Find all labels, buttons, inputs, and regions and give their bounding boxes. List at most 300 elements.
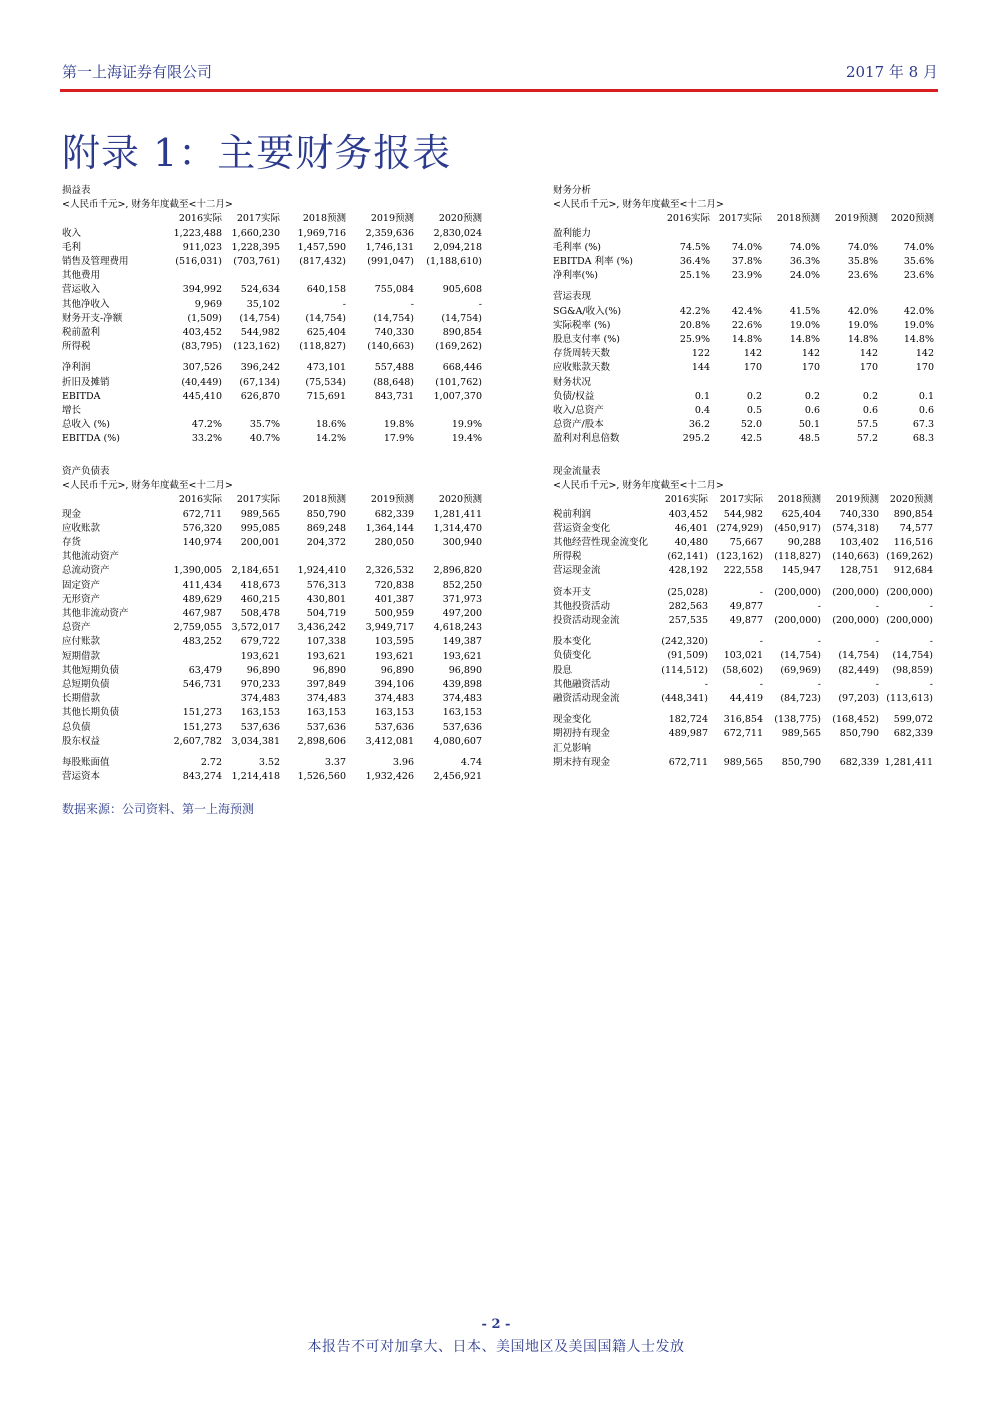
row-label: 资本开支 <box>553 586 592 598</box>
value-cell: 850,790 <box>306 508 346 520</box>
header-date: 2017 年 8 月 <box>845 63 938 81</box>
row-label: SG&A/收入(%) <box>553 305 622 317</box>
row-label: 销售及管理费用 <box>62 255 129 267</box>
table-row <box>62 361 482 375</box>
value-cell: 36.4% <box>679 255 710 267</box>
value-cell: 74.0% <box>789 241 820 253</box>
value-cell: 1,007,370 <box>433 390 482 402</box>
spacer-cell <box>62 749 482 756</box>
value-cell: 439,898 <box>442 679 482 691</box>
value-cell: 428,192 <box>668 565 708 577</box>
value-cell: (14,754) <box>239 312 280 324</box>
row-label: 营运资本 <box>62 771 101 783</box>
row-label: 税前盈利 <box>62 327 101 338</box>
value-cell <box>658 227 710 241</box>
value-cell: 852,250 <box>442 579 482 591</box>
table-row <box>62 678 482 692</box>
column-header: 2019预测 <box>834 213 878 225</box>
value-cell <box>762 376 820 390</box>
value-cell: 14.8% <box>731 334 762 345</box>
value-cell: 626,870 <box>240 390 280 402</box>
table-row <box>553 649 933 663</box>
value-cell: 576,313 <box>306 579 346 591</box>
value-cell: 42.5 <box>740 433 762 445</box>
row-label: 其他短期负债 <box>62 664 120 676</box>
row-label: 税前利润 <box>553 508 592 520</box>
value-cell: 35.6% <box>903 255 934 267</box>
table-row <box>553 390 934 404</box>
value-cell: - <box>929 636 933 648</box>
column-header: 2016实际 <box>666 213 710 225</box>
value-cell <box>821 742 879 756</box>
value-cell: (1,188,610) <box>426 255 482 267</box>
table-row <box>62 404 482 418</box>
value-cell: 430,801 <box>306 593 346 605</box>
value-cell <box>820 290 878 304</box>
value-cell: 142 <box>915 348 934 360</box>
row-label: 增长 <box>62 405 82 417</box>
value-cell: 890,854 <box>442 327 482 338</box>
value-cell <box>160 692 222 706</box>
row-label: 现金 <box>62 508 82 520</box>
value-cell: (123,162) <box>716 551 763 563</box>
value-cell: 397,849 <box>306 679 346 691</box>
table-row <box>553 376 934 390</box>
financial-analysis-table <box>553 184 934 447</box>
value-cell: 3.37 <box>324 757 346 769</box>
table-row <box>553 508 933 522</box>
value-cell: 163,153 <box>374 707 414 719</box>
value-cell: 1,660,230 <box>231 227 280 239</box>
header-blank-cell <box>553 212 658 226</box>
value-cell: 374,483 <box>374 693 414 705</box>
value-cell: - <box>342 298 346 310</box>
value-cell: 37.8% <box>731 255 762 267</box>
header-divider <box>60 89 938 92</box>
value-cell: 18.6% <box>315 419 346 431</box>
value-cell: 2,898,606 <box>297 735 346 747</box>
row-label: 总资产/股本 <box>553 419 604 431</box>
value-cell: 163,153 <box>442 707 482 719</box>
row-label: 每股账面值 <box>62 757 110 769</box>
value-cell: (14,754) <box>892 650 933 662</box>
table-row <box>553 227 934 241</box>
row-label: 无形资产 <box>62 593 101 605</box>
row-label: 期末持有现金 <box>553 756 611 768</box>
value-cell: (14,754) <box>305 312 346 324</box>
value-cell: 374,483 <box>306 693 346 705</box>
value-cell: 122 <box>691 348 710 360</box>
table-unit-note: <人民币千元>, 财务年度截至<十二月> <box>62 480 233 492</box>
row-label: 毛利率 (%) <box>553 241 601 253</box>
header-company: 第一上海证券有限公司 <box>62 63 213 81</box>
value-cell: - <box>759 586 763 598</box>
value-cell <box>346 550 414 564</box>
value-cell <box>710 376 762 390</box>
value-cell: 22.6% <box>731 319 762 331</box>
value-cell: 144 <box>691 362 710 374</box>
row-label: 其他融资活动 <box>553 678 611 690</box>
row-label: EBITDA (%) <box>62 433 120 445</box>
value-cell: 0.2 <box>804 390 820 402</box>
table-row <box>553 727 933 741</box>
value-cell: (123,162) <box>233 341 280 353</box>
spacer-row <box>553 579 933 586</box>
value-cell: (62,141) <box>667 551 708 563</box>
row-label: 总流动资产 <box>62 565 110 577</box>
value-cell: 44,419 <box>729 693 763 705</box>
table-row <box>553 586 933 600</box>
value-cell: 890,854 <box>893 508 933 520</box>
value-cell: (516,031) <box>175 255 222 267</box>
value-cell: 843,731 <box>374 390 414 402</box>
value-cell: 1,314,470 <box>433 522 482 534</box>
table-row <box>62 621 482 635</box>
table-title: 损益表 <box>62 185 91 196</box>
value-cell: (200,000) <box>886 615 933 626</box>
value-cell: 163,153 <box>306 707 346 719</box>
row-label: 收入/总资产 <box>553 405 604 417</box>
value-cell: (88,648) <box>373 376 414 388</box>
cash-flow-table <box>553 465 933 770</box>
column-header: 2019预测 <box>835 494 879 506</box>
table-unit-note: <人民币千元>, 财务年度截至<十二月> <box>553 199 724 211</box>
row-label: 其他经营性现金流变化 <box>553 536 649 548</box>
value-cell: 524,634 <box>240 284 280 296</box>
value-cell: 14.8% <box>847 334 878 345</box>
table-row <box>62 756 482 770</box>
value-cell: (138,775) <box>774 714 821 726</box>
value-cell: 1,214,418 <box>231 771 280 783</box>
value-cell: 42.0% <box>903 305 934 317</box>
column-header: 2020预测 <box>438 213 482 225</box>
table-row <box>62 390 482 404</box>
value-cell: (140,663) <box>367 341 414 353</box>
table-grid <box>62 493 482 784</box>
value-cell: 200,001 <box>240 536 280 548</box>
column-header: 2018预测 <box>302 494 346 506</box>
value-cell: 401,387 <box>374 593 414 605</box>
value-cell: 672,711 <box>723 728 763 740</box>
column-header: 2016实际 <box>664 494 708 506</box>
value-cell: (168,452) <box>832 714 879 726</box>
value-cell: 0.1 <box>918 390 934 402</box>
column-header: 2020预测 <box>438 494 482 506</box>
value-cell <box>222 269 280 283</box>
table-row <box>553 347 934 361</box>
table-row <box>553 290 934 304</box>
value-cell: - <box>875 600 879 612</box>
value-cell: 2,896,820 <box>433 565 482 577</box>
row-label: 其他非流动资产 <box>62 608 129 619</box>
table-row <box>553 614 933 628</box>
value-cell: 467,987 <box>182 608 222 619</box>
value-cell: 1,390,005 <box>173 565 222 577</box>
value-cell: 49,877 <box>729 600 763 612</box>
value-cell: - <box>817 678 821 690</box>
balance-sheet-table <box>62 465 482 784</box>
value-cell: 14.8% <box>789 334 820 345</box>
value-cell: 4,618,243 <box>433 622 482 634</box>
row-label: 收入 <box>62 227 82 239</box>
value-cell: 850,790 <box>839 728 879 740</box>
table-row <box>553 241 934 255</box>
value-cell: 396,242 <box>240 362 280 374</box>
value-cell: (14,754) <box>838 650 879 662</box>
table-row <box>62 418 482 432</box>
table-row <box>62 255 482 269</box>
value-cell: - <box>759 636 763 648</box>
value-cell: 995,085 <box>240 522 280 534</box>
value-cell: 2,456,921 <box>433 771 482 783</box>
income-statement-table <box>62 184 482 447</box>
value-cell: 14.8% <box>903 334 934 345</box>
value-cell: 418,673 <box>240 579 280 591</box>
column-header: 2020预测 <box>890 213 934 225</box>
value-cell: (58,602) <box>722 664 763 676</box>
value-cell: 1,457,590 <box>297 241 346 253</box>
row-label: 实际税率 (%) <box>553 319 611 331</box>
value-cell: 193,621 <box>374 650 414 662</box>
value-cell: (82,449) <box>838 664 879 676</box>
table-row <box>62 635 482 649</box>
row-label: 融资活动现金流 <box>553 693 620 705</box>
value-cell: 36.3% <box>789 255 820 267</box>
table-row <box>553 418 934 432</box>
table-row <box>62 607 482 621</box>
value-cell: 625,404 <box>781 508 821 520</box>
value-cell: 19.8% <box>383 419 414 431</box>
table-row <box>553 742 933 756</box>
value-cell: - <box>759 678 763 690</box>
value-cell: 445,410 <box>182 390 222 402</box>
row-label: 净利润 <box>62 362 91 374</box>
value-cell: 46,401 <box>674 522 708 534</box>
row-label: 营运收入 <box>62 284 101 296</box>
table-title: 财务分析 <box>553 185 592 196</box>
value-cell: 755,084 <box>374 284 414 296</box>
value-cell: (200,000) <box>774 586 821 598</box>
value-cell: 68.3 <box>912 433 934 445</box>
table-grid <box>553 212 934 446</box>
table-row <box>62 770 482 784</box>
table-unit-note: <人民币千元>, 财务年度截至<十二月> <box>62 199 233 211</box>
row-label: 短期借款 <box>62 650 101 662</box>
table-row <box>62 508 482 522</box>
table-row <box>62 376 482 390</box>
value-cell: 282,563 <box>668 600 708 612</box>
value-cell: 300,940 <box>442 536 482 548</box>
value-cell: (83,795) <box>181 341 222 353</box>
table-row <box>553 319 934 333</box>
value-cell: (574,318) <box>832 522 879 534</box>
value-cell: 1,746,131 <box>365 241 414 253</box>
value-cell: 537,636 <box>240 721 280 733</box>
value-cell: 869,248 <box>306 522 346 534</box>
spacer-row <box>62 354 482 361</box>
value-cell: 911,023 <box>182 241 222 253</box>
value-cell: 35.8% <box>847 255 878 267</box>
value-cell: 1,228,395 <box>231 241 280 253</box>
row-label: 其他净收入 <box>62 298 110 310</box>
value-cell: 3,572,017 <box>231 622 280 634</box>
value-cell: (200,000) <box>886 586 933 598</box>
header-blank-cell <box>62 493 160 507</box>
value-cell: 19.0% <box>847 319 878 331</box>
table-grid <box>553 493 933 770</box>
value-cell: 33.2% <box>191 433 222 445</box>
column-header: 2017实际 <box>236 494 280 506</box>
table-row <box>62 522 482 536</box>
value-cell: 3,949,717 <box>365 622 414 634</box>
table-row <box>553 333 934 347</box>
value-cell: 576,320 <box>182 522 222 534</box>
value-cell: 682,339 <box>839 756 879 768</box>
value-cell: 128,751 <box>839 565 879 577</box>
value-cell: 2,184,651 <box>231 565 280 577</box>
value-cell: 19.0% <box>789 319 820 331</box>
table-row <box>553 600 933 614</box>
value-cell <box>414 269 482 283</box>
value-cell: (14,754) <box>441 312 482 324</box>
value-cell: (274,929) <box>716 522 763 534</box>
header-blank-cell <box>553 493 658 507</box>
table-row <box>553 536 933 550</box>
value-cell: 394,106 <box>374 679 414 691</box>
row-label: 应收账款天数 <box>553 362 611 374</box>
row-label: 总资产 <box>62 622 91 634</box>
value-cell: 2.72 <box>200 757 222 769</box>
value-cell: 222,558 <box>723 565 763 577</box>
value-cell: 19.0% <box>903 319 934 331</box>
table-row <box>62 298 482 312</box>
value-cell: 9,969 <box>194 298 222 310</box>
value-cell: 497,200 <box>442 608 482 619</box>
table-row <box>553 269 934 283</box>
value-cell: 103,402 <box>839 536 879 548</box>
spacer-row <box>553 706 933 713</box>
value-cell: 48.5 <box>798 433 820 445</box>
table-row <box>62 241 482 255</box>
value-cell: 3.96 <box>392 757 414 769</box>
table-row <box>553 550 933 564</box>
value-cell <box>879 742 933 756</box>
value-cell: 40,480 <box>674 536 708 548</box>
value-cell: 537,636 <box>374 721 414 733</box>
value-cell: (991,047) <box>367 255 414 267</box>
value-cell: 1,281,411 <box>433 508 482 520</box>
value-cell: - <box>410 298 414 310</box>
value-cell: 74.0% <box>847 241 878 253</box>
value-cell: 483,252 <box>182 636 222 648</box>
column-header: 2017实际 <box>719 494 763 506</box>
value-cell: 42.4% <box>731 305 762 317</box>
value-cell: 24.0% <box>789 270 820 282</box>
value-cell: 14.2% <box>315 433 346 445</box>
value-cell: 41.5% <box>789 305 820 317</box>
value-cell: 57.2 <box>856 433 878 445</box>
value-cell: 489,987 <box>668 728 708 740</box>
table-row <box>62 312 482 326</box>
value-cell <box>160 550 222 564</box>
spacer-row <box>553 628 933 635</box>
value-cell: 394,992 <box>182 284 222 296</box>
column-header: 2019预测 <box>370 494 414 506</box>
row-label: 固定资产 <box>62 579 101 591</box>
value-cell: - <box>817 636 821 648</box>
row-label: 负债/权益 <box>553 390 595 402</box>
table-row <box>553 305 934 319</box>
table-row <box>553 522 933 536</box>
row-label: 营运现金流 <box>553 565 601 577</box>
row-label: 所得税 <box>62 341 91 353</box>
table-header-row <box>62 212 482 226</box>
table-row <box>62 721 482 735</box>
value-cell: (118,827) <box>299 341 346 353</box>
table-row <box>62 735 482 749</box>
value-cell: 36.2 <box>688 419 710 431</box>
value-cell <box>160 404 222 418</box>
table-row <box>62 692 482 706</box>
value-cell <box>346 404 414 418</box>
value-cell <box>710 227 762 241</box>
value-cell: 74.5% <box>679 241 710 253</box>
value-cell: 2,607,782 <box>173 735 222 747</box>
column-header: 2019预测 <box>370 213 414 225</box>
value-cell: 170 <box>743 362 762 374</box>
value-cell: 193,621 <box>240 650 280 662</box>
value-cell: 170 <box>915 362 934 374</box>
value-cell: 151,273 <box>182 707 222 719</box>
value-cell: 682,339 <box>893 728 933 740</box>
table-unit-note: <人民币千元>, 财务年度截至<十二月> <box>553 480 724 492</box>
value-cell: 2,094,218 <box>433 241 482 253</box>
row-label: 其他流动资产 <box>62 551 120 563</box>
value-cell: (200,000) <box>832 586 879 598</box>
row-label: 股息 <box>553 664 573 676</box>
row-label: 应付账款 <box>62 636 101 648</box>
row-label: 投资活动现金流 <box>553 615 620 626</box>
value-cell: 508,478 <box>240 608 280 619</box>
row-label: 财务状况 <box>553 376 592 388</box>
value-cell: 371,973 <box>442 593 482 605</box>
value-cell: (1,509) <box>187 312 222 324</box>
value-cell: 75,667 <box>729 536 763 548</box>
value-cell: 49,877 <box>729 615 763 626</box>
value-cell <box>658 376 710 390</box>
value-cell: 720,838 <box>374 579 414 591</box>
value-cell: 668,446 <box>442 362 482 374</box>
table-row <box>553 678 933 692</box>
value-cell <box>280 404 346 418</box>
value-cell: 257,535 <box>668 615 708 626</box>
value-cell: 74.0% <box>731 241 762 253</box>
value-cell: 557,488 <box>374 362 414 374</box>
table-row <box>62 706 482 720</box>
row-label: 存货 <box>62 536 82 548</box>
value-cell: 103,595 <box>374 636 414 648</box>
value-cell <box>763 742 821 756</box>
value-cell: 23.6% <box>847 270 878 282</box>
value-cell: 23.6% <box>903 270 934 282</box>
value-cell: 374,483 <box>442 693 482 705</box>
value-cell <box>222 404 280 418</box>
row-label: 存货周转天数 <box>553 348 611 360</box>
value-cell <box>414 404 482 418</box>
value-cell <box>762 227 820 241</box>
value-cell: 989,565 <box>240 508 280 520</box>
value-cell: 1,364,144 <box>365 522 414 534</box>
